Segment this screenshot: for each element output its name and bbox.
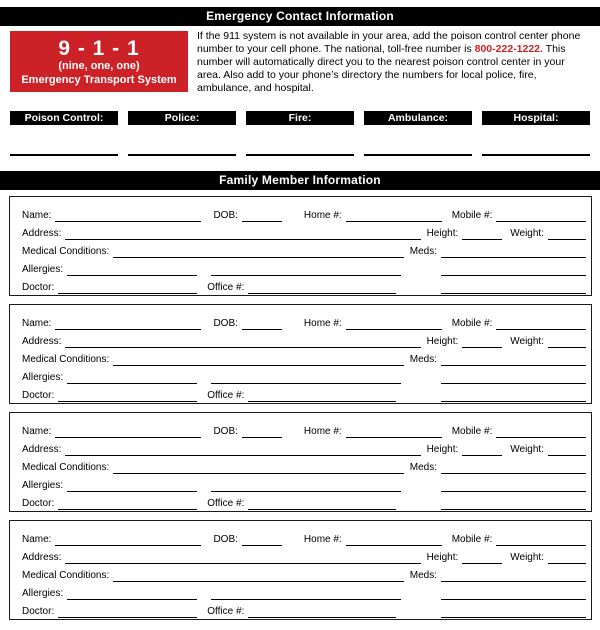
doctor-label: Doctor: <box>22 390 55 401</box>
member-row-address <box>22 546 586 564</box>
medical-conditions-blank-line <box>113 245 404 258</box>
address-blank-line <box>65 551 420 564</box>
family-member-box <box>9 196 592 296</box>
member-row-medical <box>22 240 586 258</box>
member-row-medical <box>22 456 586 474</box>
family-info-header <box>0 171 600 190</box>
ambulance-blank-line <box>364 154 472 156</box>
mobile-phone-blank-line <box>496 317 586 330</box>
poison-control-paragraph <box>197 30 587 95</box>
member-row-name <box>22 312 586 330</box>
name-label: Name: <box>22 426 52 437</box>
dob-blank-line <box>242 533 282 546</box>
height-label: Height: <box>426 228 459 239</box>
address-label: Address: <box>22 552 62 563</box>
allergies-label: Allergies: <box>22 264 64 275</box>
address-label: Address: <box>22 228 62 239</box>
address-blank-line <box>65 335 420 348</box>
doctor-label: Doctor: <box>22 282 55 293</box>
weight-label: Weight: <box>510 444 544 455</box>
member-row-doctor <box>22 492 586 510</box>
height-blank-line <box>462 227 502 240</box>
medical-conditions-blank-line <box>113 353 404 366</box>
contact-label-hospital: Hospital: <box>482 111 590 125</box>
poison-control-blank-line <box>10 154 118 156</box>
medical-conditions-label: Medical Conditions: <box>22 462 110 473</box>
allergies-blank-line-2 <box>211 479 401 492</box>
member-row-address <box>22 222 586 240</box>
meds-blank-line <box>441 353 586 366</box>
emergency-info-header <box>0 7 600 26</box>
allergies-blank-line <box>67 587 197 600</box>
height-blank-line <box>462 551 502 564</box>
name-label: Name: <box>22 210 52 221</box>
member-row-doctor <box>22 600 586 618</box>
mobile-phone-blank-line <box>496 209 586 222</box>
family-member-box <box>9 520 592 620</box>
emergency-contact-form <box>0 7 600 630</box>
contact-blank-lines-row <box>10 154 590 156</box>
911-number: 9 - 1 - 1 <box>58 36 140 60</box>
meds-blank-line <box>441 461 586 474</box>
contact-label-fire: Fire: <box>246 111 354 125</box>
home-phone-label: Home #: <box>303 210 342 221</box>
contact-labels-row <box>10 111 590 125</box>
dob-label: DOB: <box>213 210 238 221</box>
office-phone-label: Office #: <box>207 282 245 293</box>
weight-label: Weight: <box>510 228 544 239</box>
contact-label-poison-control: Poison Control: <box>10 111 118 125</box>
office-phone-blank-line <box>248 605 396 618</box>
dob-blank-line <box>242 425 282 438</box>
family-member-box <box>9 304 592 404</box>
police-blank-line <box>128 154 236 156</box>
meds-blank-line-2 <box>441 263 586 276</box>
paragraph-text-before: If the 911 system is not available in your area, add the poison control center phone number to your cell phone. The national, toll-free number is <box>197 30 581 55</box>
home-phone-blank-line <box>346 533 442 546</box>
hospital-blank-line <box>482 154 590 156</box>
allergies-blank-line <box>67 479 197 492</box>
address-blank-line <box>65 227 420 240</box>
member-row-address <box>22 438 586 456</box>
member-row-address <box>22 330 586 348</box>
dob-label: DOB: <box>213 534 238 545</box>
family-member-boxes <box>0 196 600 620</box>
office-phone-label: Office #: <box>207 390 245 401</box>
doctor-blank-line <box>58 281 197 294</box>
allergies-blank-line-2 <box>211 587 401 600</box>
address-label: Address: <box>22 444 62 455</box>
weight-blank-line <box>548 335 586 348</box>
meds-label: Meds: <box>409 354 437 365</box>
meds-label: Meds: <box>409 246 437 257</box>
medical-conditions-label: Medical Conditions: <box>22 246 110 257</box>
medical-conditions-label: Medical Conditions: <box>22 354 110 365</box>
member-row-doctor <box>22 276 586 294</box>
address-label: Address: <box>22 336 62 347</box>
meds-blank-line-2 <box>441 587 586 600</box>
medical-conditions-blank-line <box>113 569 404 582</box>
allergies-label: Allergies: <box>22 588 64 599</box>
fire-blank-line <box>246 154 354 156</box>
allergies-label: Allergies: <box>22 372 64 383</box>
medical-conditions-blank-line <box>113 461 404 474</box>
doctor-blank-line <box>58 389 197 402</box>
allergies-blank-line <box>67 371 197 384</box>
emergency-info-header-title: Emergency Contact Information <box>206 9 394 23</box>
home-phone-label: Home #: <box>303 534 342 545</box>
home-phone-blank-line <box>346 209 442 222</box>
name-blank-line <box>55 317 201 330</box>
mobile-phone-blank-line <box>496 533 586 546</box>
doctor-label: Doctor: <box>22 498 55 509</box>
mobile-phone-label: Mobile #: <box>451 318 493 329</box>
meds-blank-line-3 <box>441 389 586 402</box>
member-row-allergies <box>22 258 586 276</box>
address-blank-line <box>65 443 420 456</box>
office-phone-label: Office #: <box>207 498 245 509</box>
meds-label: Meds: <box>409 462 437 473</box>
member-row-allergies <box>22 582 586 600</box>
height-label: Height: <box>426 336 459 347</box>
poison-control-phone-number: 800-222-1222. <box>474 43 543 55</box>
allergies-blank-line-2 <box>211 263 401 276</box>
call-911-box <box>10 31 188 92</box>
top-section <box>10 31 590 95</box>
height-blank-line <box>462 443 502 456</box>
height-blank-line <box>462 335 502 348</box>
home-phone-label: Home #: <box>303 426 342 437</box>
dob-blank-line <box>242 209 282 222</box>
family-info-header-title: Family Member Information <box>219 173 381 187</box>
home-phone-blank-line <box>346 425 442 438</box>
weight-label: Weight: <box>510 336 544 347</box>
member-row-allergies <box>22 366 586 384</box>
office-phone-blank-line <box>248 497 396 510</box>
home-phone-label: Home #: <box>303 318 342 329</box>
office-phone-blank-line <box>248 389 396 402</box>
family-member-box <box>9 412 592 512</box>
member-row-medical <box>22 348 586 366</box>
mobile-phone-label: Mobile #: <box>451 426 493 437</box>
weight-blank-line <box>548 227 586 240</box>
member-row-allergies <box>22 474 586 492</box>
medical-conditions-label: Medical Conditions: <box>22 570 110 581</box>
height-label: Height: <box>426 552 459 563</box>
meds-blank-line-3 <box>441 605 586 618</box>
doctor-blank-line <box>58 605 197 618</box>
meds-blank-line-3 <box>441 497 586 510</box>
home-phone-blank-line <box>346 317 442 330</box>
member-row-name <box>22 420 586 438</box>
weight-blank-line <box>548 551 586 564</box>
dob-label: DOB: <box>213 318 238 329</box>
doctor-label: Doctor: <box>22 606 55 617</box>
member-row-name <box>22 204 586 222</box>
weight-label: Weight: <box>510 552 544 563</box>
911-subtitle: (nine, one, one) <box>58 59 140 72</box>
allergies-label: Allergies: <box>22 480 64 491</box>
name-blank-line <box>55 209 201 222</box>
allergies-blank-line <box>67 263 197 276</box>
doctor-blank-line <box>58 497 197 510</box>
meds-blank-line-3 <box>441 281 586 294</box>
meds-label: Meds: <box>409 570 437 581</box>
name-blank-line <box>55 533 201 546</box>
meds-blank-line-2 <box>441 371 586 384</box>
contact-label-ambulance: Ambulance: <box>364 111 472 125</box>
member-row-doctor <box>22 384 586 402</box>
allergies-blank-line-2 <box>211 371 401 384</box>
dob-blank-line <box>242 317 282 330</box>
name-blank-line <box>55 425 201 438</box>
meds-blank-line-2 <box>441 479 586 492</box>
name-label: Name: <box>22 534 52 545</box>
dob-label: DOB: <box>213 426 238 437</box>
meds-blank-line <box>441 245 586 258</box>
emergency-transport-label: Emergency Transport System <box>21 73 177 86</box>
height-label: Height: <box>426 444 459 455</box>
name-label: Name: <box>22 318 52 329</box>
weight-blank-line <box>548 443 586 456</box>
member-row-name <box>22 528 586 546</box>
contact-label-police: Police: <box>128 111 236 125</box>
member-row-medical <box>22 564 586 582</box>
paragraph-text-after: This number will automatically direct you to the nearest poison control center in your area. Also add to your phone’s directory the numbers for local police, fire, ambulance, and hospital. <box>197 43 566 94</box>
mobile-phone-label: Mobile #: <box>451 534 493 545</box>
office-phone-blank-line <box>248 281 396 294</box>
office-phone-label: Office #: <box>207 606 245 617</box>
mobile-phone-label: Mobile #: <box>451 210 493 221</box>
meds-blank-line <box>441 569 586 582</box>
mobile-phone-blank-line <box>496 425 586 438</box>
